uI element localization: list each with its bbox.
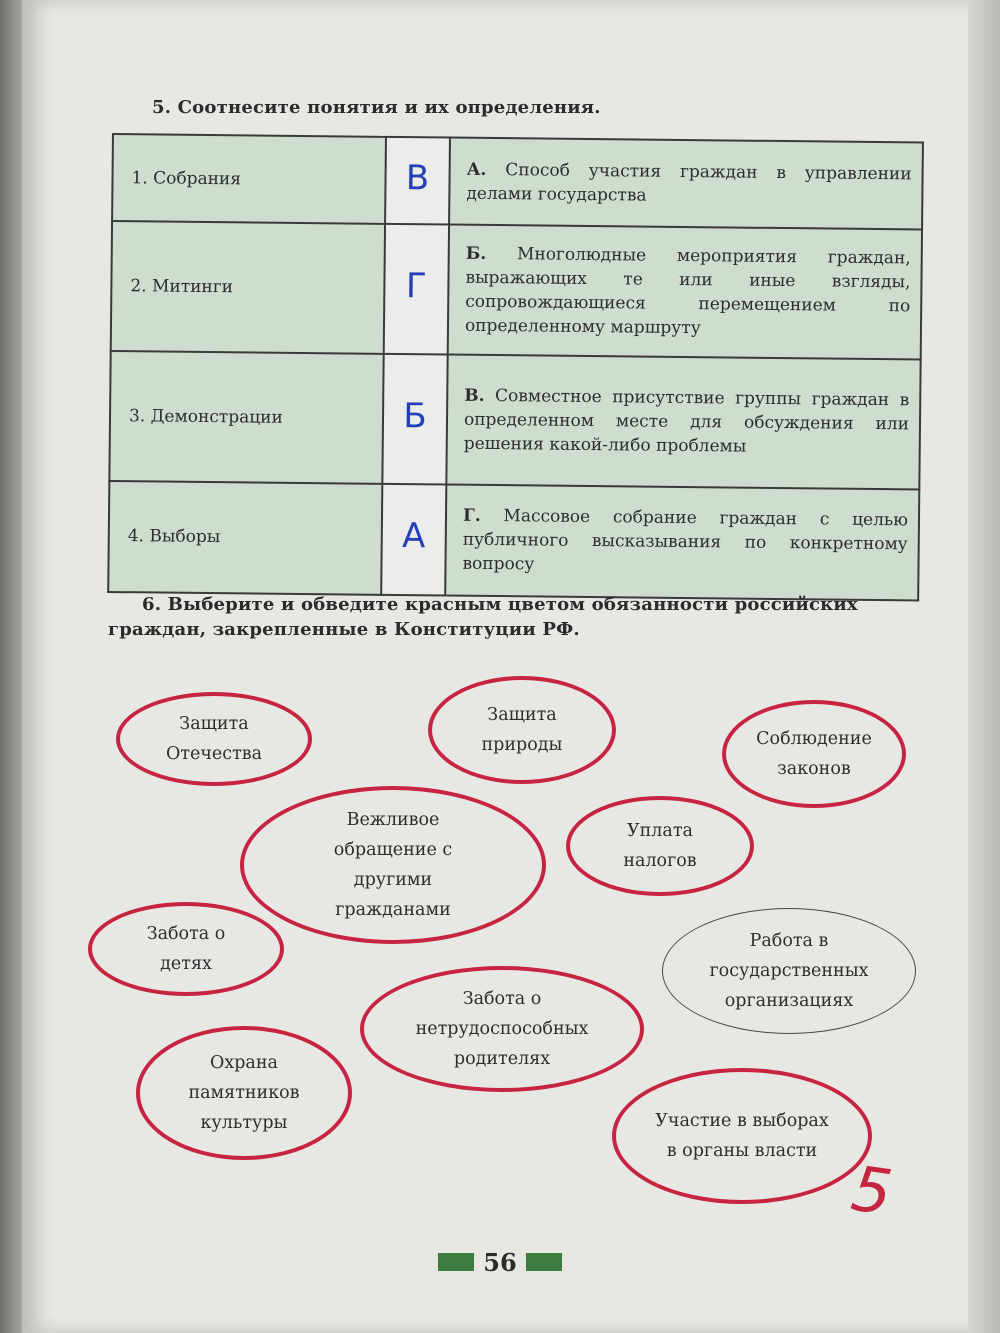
duty-oval[interactable] [240, 786, 546, 944]
task-6-title: 6. Выберите и обведите красным цветом обязанности российских граждан, закрепленные в Конституции РФ. [108, 594, 858, 640]
duty-oval[interactable] [116, 692, 312, 786]
definition-text: Совместное присутствие группы граждан в определенном месте для обсуждения или решения какой-либо проблемы [463, 385, 910, 457]
handwritten-answer: А [401, 516, 426, 557]
duty-label: Уплата налогов [623, 821, 697, 871]
duty-label: Участие в выборах в органы власти [655, 1111, 829, 1161]
handwritten-answer: Г [405, 266, 427, 307]
duty-oval[interactable] [722, 700, 906, 808]
definition-letter: В. [464, 385, 485, 406]
handwritten-answer: В [405, 157, 430, 198]
duty-label: Работа в государственных организациях [709, 931, 869, 1011]
duty-oval[interactable] [88, 902, 284, 996]
duty-oval[interactable] [662, 908, 916, 1034]
page-number-bar-right [526, 1253, 562, 1271]
duty-label: Соблюдение законов [756, 729, 872, 779]
definition-text: Многолюдные мероприятия граждан, выражающих те или иные взгляды, сопровождающиеся перемещением по определенному маршруту [464, 244, 911, 339]
page-number-text: 56 [483, 1247, 517, 1277]
duty-label: Охрана памятников культуры [188, 1053, 300, 1133]
duty-label: Забота о детях [146, 924, 226, 974]
definition-text: Массовое собрание граждан с целью публичного высказывания по конкретному вопросу [462, 506, 909, 575]
concept-cell: 4. Выборы [108, 481, 382, 595]
page-number [438, 1244, 562, 1280]
concept-cell: 2. Митинги [111, 221, 385, 354]
duty-oval[interactable] [136, 1026, 352, 1160]
definition-letter: Г. [462, 505, 481, 527]
grade-mark: 5 [847, 1151, 897, 1230]
duty-oval[interactable] [566, 796, 754, 896]
definition-text: Способ участия граждан в управлении делами государства [466, 159, 912, 206]
duty-oval[interactable] [428, 676, 616, 784]
definition-letter: А. [466, 159, 487, 180]
page-number-bar-left [438, 1253, 474, 1271]
duty-label: Вежливое обращение с другими гражданами [333, 810, 453, 920]
concept-cell: 1. Собрания [112, 134, 386, 224]
duty-label: Защита Отечества [165, 714, 263, 764]
definition-letter: Б. [465, 243, 487, 264]
duty-oval[interactable] [360, 966, 644, 1092]
task-5-title: 5. Соотнесите понятия и их определения. [152, 97, 601, 118]
handwritten-answer: Б [403, 395, 427, 436]
duty-oval[interactable] [612, 1068, 872, 1204]
duty-label: Забота о нетрудоспособных родителях [415, 989, 589, 1069]
concept-cell: 3. Демонстрации [109, 351, 383, 484]
duty-label: Защита природы [481, 705, 563, 755]
